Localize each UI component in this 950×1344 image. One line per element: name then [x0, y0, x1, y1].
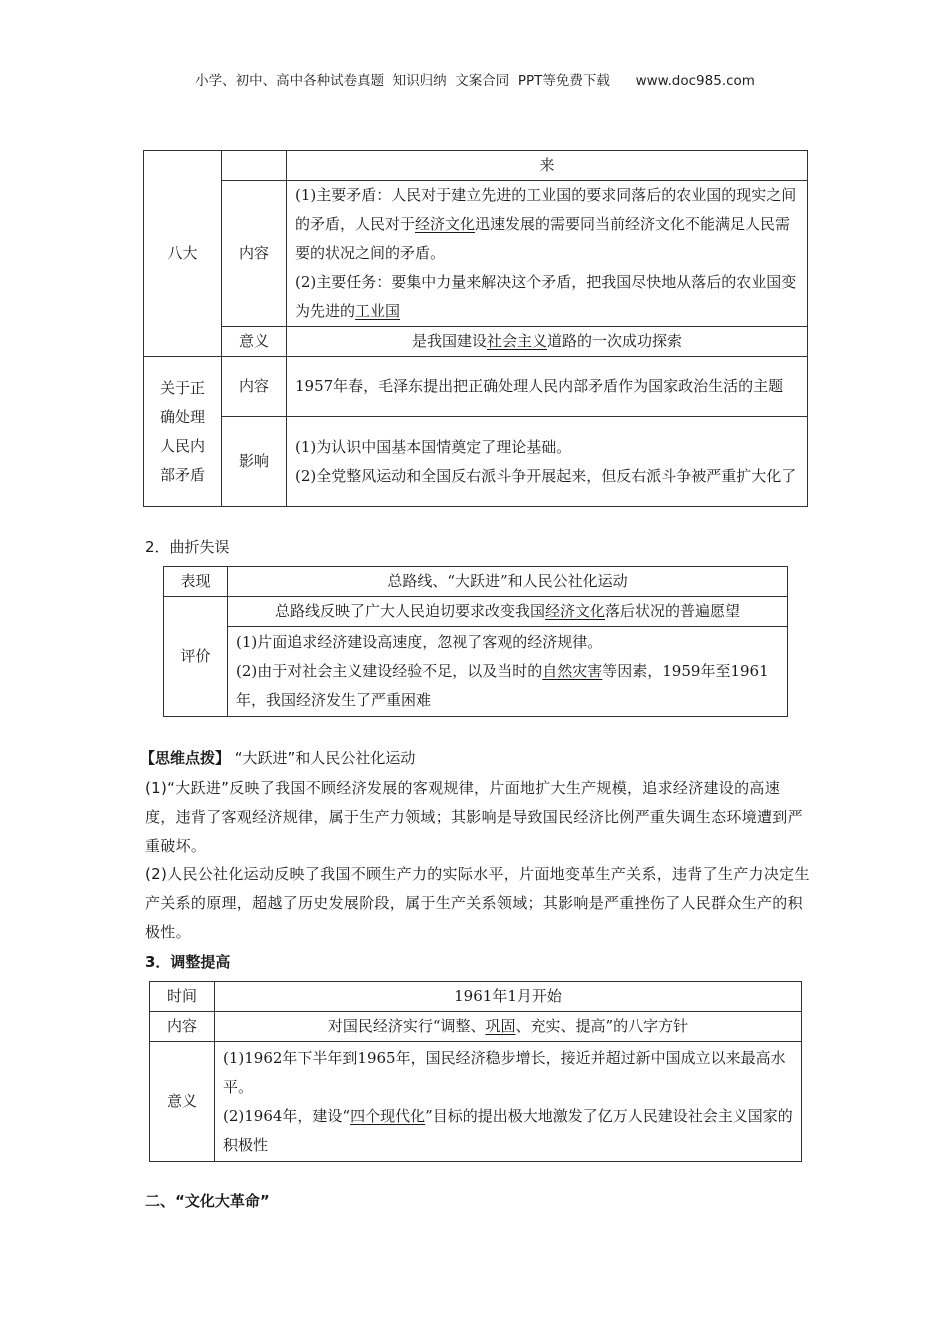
underlined-term: 经济文化 — [415, 215, 476, 233]
cell-top-continuation: 来 — [287, 151, 808, 181]
label-influence: 影响 — [222, 417, 287, 507]
label-meaning: 意义 — [150, 1042, 215, 1162]
cell-bada-content — [287, 181, 808, 327]
empty-cell — [222, 151, 287, 181]
underlined-term: 自然灾害 — [542, 662, 603, 680]
label-time: 时间 — [150, 982, 215, 1012]
label-evaluation: 评价 — [164, 597, 228, 717]
table-zigzag — [163, 566, 788, 717]
page-header: 小学、初中、高中各种试卷真题 知识归纳 文案合同 PPT等免费下载 www.doc985.com — [195, 73, 755, 89]
label-meaning: 意义 — [222, 327, 287, 357]
label-content: 内容 — [150, 1012, 215, 1042]
thinking-paragraph-2: (2)人民公社化运动反映了我国不顾生产力的实际水平，片面地变革生产关系，违背了生产力决定生产关系的原理，超越了历史发展阶段，属于生产关系领域；其影响是严重挫伤了人民群众生产的积极性。 — [145, 865, 810, 941]
label-content: 内容 — [222, 357, 287, 417]
underlined-term: 经济文化 — [544, 602, 605, 620]
section-heading-3: 3．调整提高 — [145, 953, 231, 971]
label-performance: 表现 — [164, 567, 228, 597]
label-content: 内容 — [222, 181, 287, 327]
bada-content-p2: (2)主要任务：要集中力量来解决这个矛盾，把我国尽快地从落后的农业国变为先进的工业国 — [295, 273, 797, 320]
cell-performance: 总路线、“大跃进”和人民公社化运动 — [228, 567, 788, 597]
underlined-term: 巩固 — [485, 1017, 516, 1035]
cell-time: 1961年1月开始 — [215, 982, 802, 1012]
row-label-contradiction: 关于正确处理人民内部矛盾 — [144, 357, 222, 507]
thinking-title: 【思维点拨】 “大跃进”和人民公社化运动 — [140, 749, 416, 767]
thinking-paragraph-1: (1)“大跃进”反映了我国不顾经济发展的客观规律，片面地扩大生产规模，追求经济建设的高速度，违背了客观经济规律，属于生产力领域；其影响是导致国民经济比例严重失调生态环境遭到严重破坏。 — [145, 779, 803, 855]
section-heading-2: 2．曲折失误 — [145, 538, 230, 556]
cell-bada-meaning: 是我国建设社会主义道路的一次成功探索 — [287, 327, 808, 357]
cell-meaning: (1)1962年下半年到1965年，国民经济稳步增长，接近并超过新中国成立以来最高水平。 (2)1964年，建设“四个现代化”目标的提出极大地激发了亿万人民建设社会主义国家的积极性 — [215, 1042, 802, 1162]
cell-evaluation-2: (1)片面追求经济建设高速度，忽视了客观的经济规律。 (2)由于对社会主义建设经验不足，以及当时的自然灾害等因素，1959年至1961年，我国经济发生了严重困难 — [228, 627, 788, 717]
table-adjust — [149, 981, 802, 1162]
cell-content: 对国民经济实行“调整、巩固、充实、提高”的八字方针 — [215, 1012, 802, 1042]
section-heading-cultural-revolution: 二、“文化大革命” — [145, 1192, 270, 1210]
cell-contradiction-influence: (1)为认识中国基本国情奠定了理论基础。 (2)全党整风运动和全国反右派斗争开展起来，但反右派斗争被严重扩大化了 — [287, 417, 808, 507]
underlined-term: 社会主义 — [486, 332, 547, 350]
cell-evaluation-1: 总路线反映了广大人民迫切要求改变我国经济文化落后状况的普遍愿望 — [228, 597, 788, 627]
table-bada — [143, 150, 808, 507]
cell-contradiction-content: 1957年春，毛泽东提出把正确处理人民内部矛盾作为国家政治生活的主题 — [287, 357, 808, 417]
underlined-term: 工业国 — [355, 302, 401, 320]
underlined-term: 四个现代化 — [350, 1106, 426, 1125]
bada-content-p1: (1)主要矛盾：人民对于建立先进的工业国的要求同落后的农业国的现实之间的矛盾，人民对于经济文化迅速发展的需要同当前经济文化不能满足人民需要的状况之间的矛盾。 — [295, 186, 797, 262]
row-label-bada: 八大 — [144, 151, 222, 357]
